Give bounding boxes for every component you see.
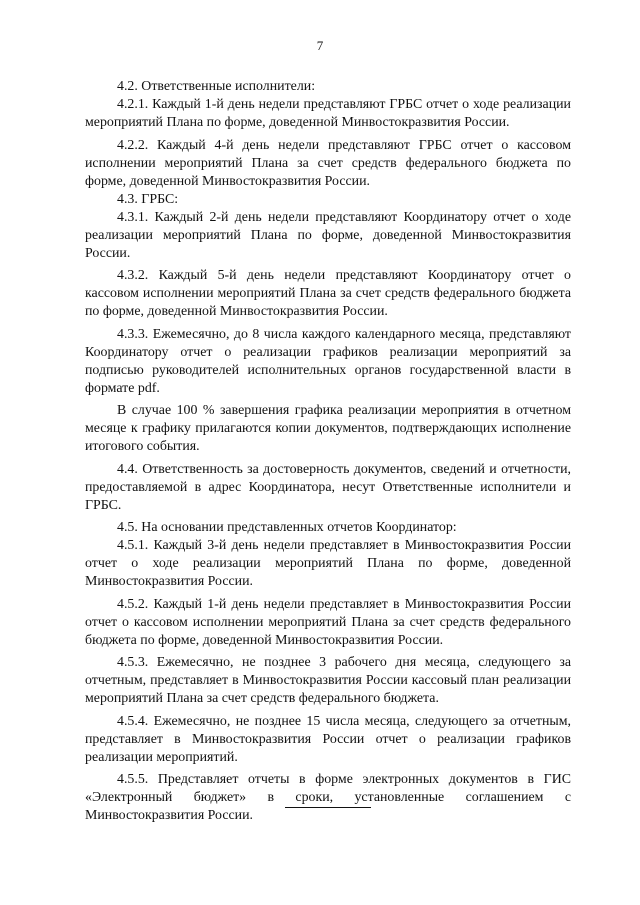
paragraph-4-3-3: 4.3.3. Ежемесячно, до 8 числа каждого календарного месяца, представляют Координатору отчет о реализации графиков реализации мероприятий за подписью руководителей исполнительных органов государственной власти в формате pdf. bbox=[85, 326, 571, 396]
document-body bbox=[85, 78, 571, 830]
paragraph-4-3: 4.3. ГРБС: bbox=[117, 191, 179, 207]
paragraph-4-5-2: 4.5.2. Каждый 1-й день недели представляет в Минвостокразвития России отчет о кассовом исполнении мероприятий Плана за счет средств федерального бюджета по форме, доведенной Минвостокразвития России. bbox=[85, 596, 571, 648]
paragraph-completion-note: В случае 100 % завершения графика реализации мероприятия в отчетном месяце к графику прилагаются копии документов, подтверждающих исполнение итогового события. bbox=[85, 403, 571, 454]
paragraph-4-5-5: 4.5.5. Представляет отчеты в форме электронных документов в ГИС «Электронный бюджет» в сроки, установленные соглашением с Минвостокразвития России. bbox=[85, 772, 571, 823]
paragraph-4-5-3: 4.5.3. Ежемесячно, не позднее 3 рабочего дня месяца, следующего за отчетным, представляет в Минвостокразвития России кассовый план реализации мероприятий Плана за счет средств федерального бюджета. bbox=[85, 655, 571, 706]
end-of-text-rule bbox=[285, 807, 371, 808]
paragraph-4-5-1: 4.5.1. Каждый 3-й день недели представляет в Минвостокразвития России отчет о ходе реализации мероприятий Плана по форме, доведенной Минвостокразвития России. bbox=[85, 538, 571, 589]
paragraph-4-3-2: 4.3.2. Каждый 5-й день недели представляют Координатору отчет о кассовом исполнении мероприятий Плана за счет средств федерального бюджета по форме, доведенной Минвостокразвития России. bbox=[85, 268, 571, 319]
paragraph-4-2: 4.2. Ответственные исполнители: bbox=[117, 79, 316, 94]
paragraph-4-5-4: 4.5.4. Ежемесячно, не позднее 15 числа месяца, следующего за отчетным, представляет в Минвостокразвития России отчет о реализации графиков реализации мероприятий. bbox=[85, 713, 571, 765]
paragraph-4-4: 4.4. Ответственность за достоверность документов, сведений и отчетности, предоставляемой в адрес Координатора, несут Ответственные исполнители и ГРБС. bbox=[85, 461, 571, 513]
paragraph-4-5: 4.5. На основании представленных отчетов Координатор: bbox=[117, 520, 457, 535]
paragraph-4-2-1: 4.2.1. Каждый 1-й день недели представляют ГРБС отчет о ходе реализации мероприятий Плана по форме, доведенной Минвостокразвития России. bbox=[85, 97, 571, 130]
paragraph-4-2-2: 4.2.2. Каждый 4-й день недели представляют ГРБС отчет о кассовом исполнении мероприятий Плана за счет средств федерального бюджета по форме, доведенной Минвостокразвития России. bbox=[85, 137, 571, 189]
page-number: 7 bbox=[316, 38, 324, 53]
paragraph-4-3-1: 4.3.1. Каждый 2-й день недели представляют Координатору отчет о ходе реализации мероприятий Плана по форме, доведенной Минвостокразвития России. bbox=[85, 209, 571, 261]
